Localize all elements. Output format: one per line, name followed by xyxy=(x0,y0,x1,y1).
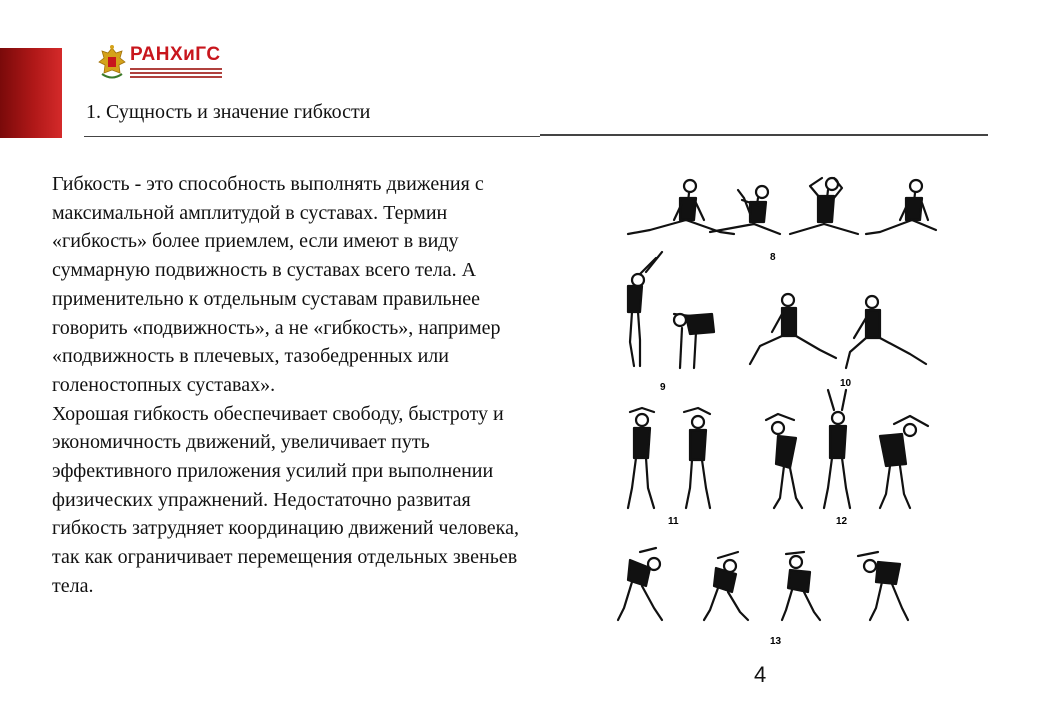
lunge-stretch-figure-left xyxy=(750,294,836,364)
figure-label-9: 9 xyxy=(660,382,666,393)
logo-subtitle-lines xyxy=(130,68,222,82)
side-bend-figure-2 xyxy=(824,390,850,508)
standing-reach-up-figure xyxy=(628,252,662,366)
figure-label-13: 13 xyxy=(770,636,782,647)
eagle-emblem-icon xyxy=(98,44,126,82)
arm-stretch-figure-1 xyxy=(628,408,654,508)
arm-stretch-figure-2 xyxy=(684,408,710,508)
ranepa-logo xyxy=(98,42,228,88)
seated-upright-figure xyxy=(866,180,936,234)
forward-bend-figure xyxy=(674,314,714,368)
side-bend-figure-3 xyxy=(880,416,928,508)
decorative-red-bar xyxy=(0,48,62,138)
figure-label-10: 10 xyxy=(840,378,852,389)
lunge-stretch-figure-right xyxy=(846,296,926,368)
figure-label-11: 11 xyxy=(668,516,679,527)
seated-reach-figure xyxy=(790,178,858,234)
stretching-exercises-illustration xyxy=(610,168,950,656)
body-text xyxy=(52,170,542,601)
toe-touch-figure-3 xyxy=(782,552,820,620)
toe-touch-figure-2 xyxy=(704,552,748,620)
title-underline-left xyxy=(84,136,540,137)
exercise-figures-drawing xyxy=(610,168,950,656)
slide-title: 1. Сущность и значение гибкости xyxy=(86,101,371,123)
side-bend-figure-1 xyxy=(766,414,802,508)
logo-title: РАНХиГС xyxy=(130,44,221,65)
figure-label-12: 12 xyxy=(836,516,848,527)
toe-touch-figure-4 xyxy=(858,552,908,620)
paragraph-definition: Гибкость - это способность выполнять движения с максимальной амплитудой в суставах. Термин «гибкость» более приемлем, если имеют в виду суммарную подвижность в суставах всего тела. А применительно к отдельным суставам правильнее говорить «подвижность», а не «гибкость», например «подвижность в плечевых, тазобедренных или голеностопных суставах». xyxy=(52,173,501,396)
figure-label-8: 8 xyxy=(770,252,776,263)
toe-touch-figure-1 xyxy=(618,548,662,620)
paragraph-importance: Хорошая гибкость обеспечивает свободу, быстроту и экономичность движений, увеличивает путь эффективного приложения усилий при выполнении физических упражнений. Недостаточно развитая гибкость затрудняет координацию движений человека, так как ограничивает перемещения отдельных звеньев тела. xyxy=(52,402,519,597)
seated-stretch-figure xyxy=(628,180,734,234)
page-number: 4 xyxy=(754,662,767,687)
title-underline-right xyxy=(540,134,988,136)
seated-leg-hug-figure xyxy=(710,186,780,234)
